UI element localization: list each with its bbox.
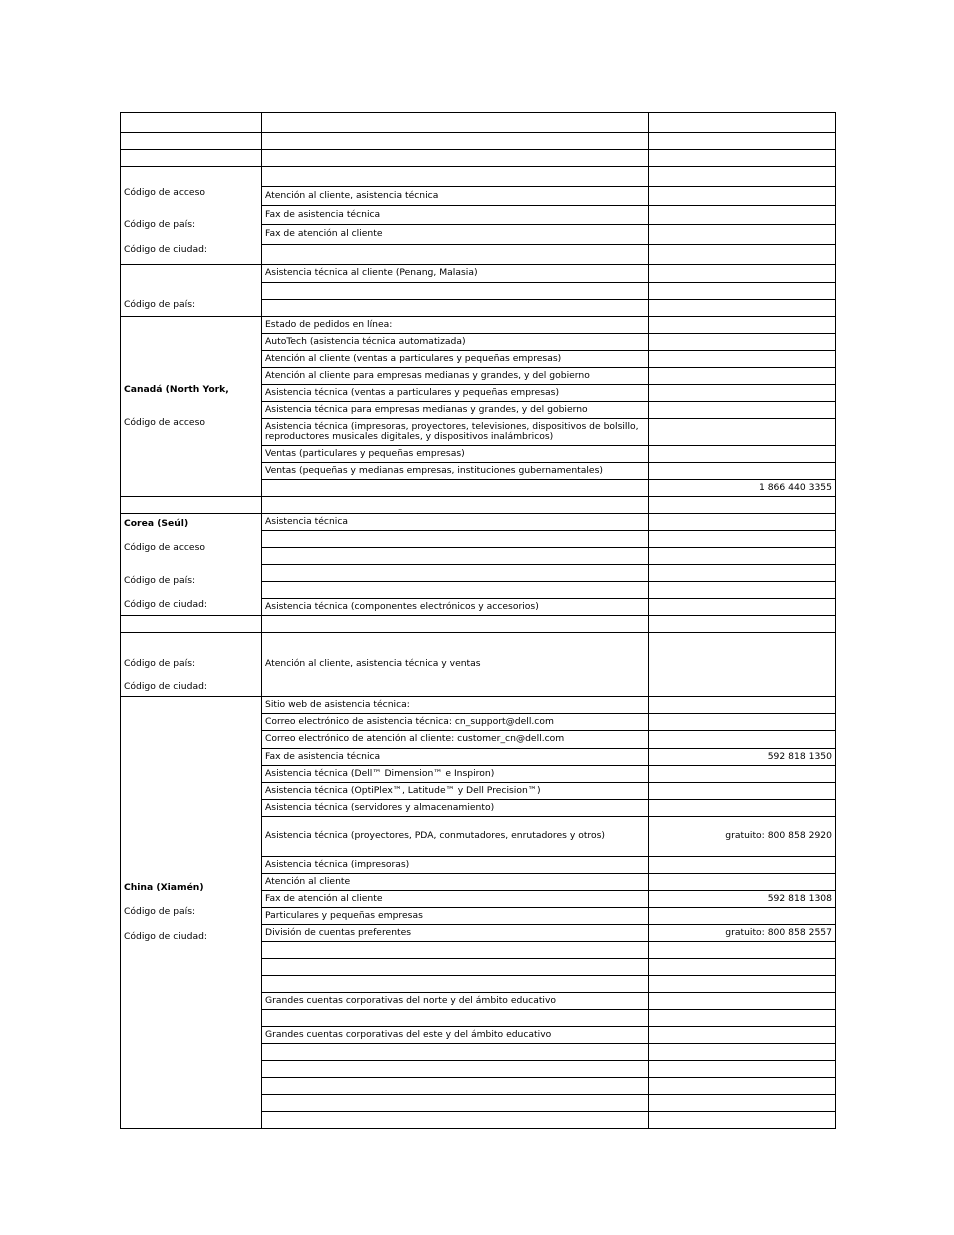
country-cell <box>121 697 262 1129</box>
service-cell <box>262 133 649 150</box>
number-cell <box>649 731 836 749</box>
country-cell <box>121 265 262 317</box>
city-code-label: Código de ciudad: <box>124 680 208 692</box>
access-code-label: Código de acceso <box>124 416 205 428</box>
table-row <box>121 633 836 697</box>
service-cell <box>262 959 649 976</box>
country-name: Canadá (North York, <box>124 384 229 395</box>
table-row <box>121 697 836 714</box>
country-code-label: Código de país: <box>124 906 196 918</box>
service-cell: Sitio web de asistencia técnica: <box>262 697 649 714</box>
service-cell: Correo electrónico de atención al cliente: customer_cn@dell.com <box>262 731 649 749</box>
service-cell: Atención al cliente (ventas a particulares y pequeñas empresas) <box>262 351 649 368</box>
number-cell <box>649 133 836 150</box>
number-cell <box>649 874 836 891</box>
service-cell <box>262 976 649 993</box>
country-cell <box>121 317 262 497</box>
table-row <box>121 113 836 133</box>
service-cell <box>262 942 649 959</box>
service-cell: Asistencia técnica (proyectores, PDA, conmutadores, enrutadores y otros) <box>262 817 649 857</box>
number-cell <box>649 317 836 334</box>
service-cell: Atención al cliente, asistencia técnica y ventas <box>262 633 649 697</box>
city-code-label: Código de ciudad: <box>124 243 208 255</box>
number-cell <box>649 942 836 959</box>
number-cell <box>649 1095 836 1112</box>
service-cell <box>262 582 649 599</box>
number-cell <box>649 514 836 531</box>
number-cell <box>649 334 836 351</box>
number-cell <box>649 283 836 300</box>
service-cell: Asistencia técnica (Dell™ Dimension™ e Inspiron) <box>262 766 649 783</box>
number-cell <box>649 599 836 616</box>
phone-number: gratuito: 800 858 2557 <box>649 925 836 942</box>
service-cell <box>262 548 649 565</box>
country-code-label: Código de país: <box>124 574 196 586</box>
service-cell: Asistencia técnica para empresas medianas y grandes, y del gobierno <box>262 402 649 419</box>
city-code-label: Código de ciudad: <box>124 599 208 610</box>
table-row <box>121 514 836 531</box>
country-cell <box>121 616 262 633</box>
service-cell: Atención al cliente <box>262 874 649 891</box>
number-cell <box>649 548 836 565</box>
service-cell: Fax de asistencia técnica <box>262 206 649 225</box>
service-cell <box>262 497 649 514</box>
number-cell <box>649 783 836 800</box>
country-name: Corea (Seúl) <box>124 517 189 529</box>
service-cell: Ventas (particulares y pequeñas empresas) <box>262 446 649 463</box>
number-cell <box>649 368 836 385</box>
number-cell <box>649 616 836 633</box>
service-cell: Estado de pedidos en línea: <box>262 317 649 334</box>
service-cell: Grandes cuentas corporativas del norte y del ámbito educativo <box>262 993 649 1010</box>
city-code-label: Código de ciudad: <box>124 930 208 942</box>
table-row <box>121 150 836 167</box>
service-cell <box>262 1078 649 1095</box>
number-cell <box>649 265 836 283</box>
number-cell <box>649 1061 836 1078</box>
number-cell <box>649 1027 836 1044</box>
service-cell <box>262 150 649 167</box>
service-cell: Particulares y pequeñas empresas <box>262 908 649 925</box>
service-cell: Grandes cuentas corporativas del este y del ámbito educativo <box>262 1027 649 1044</box>
service-cell <box>262 1095 649 1112</box>
service-cell: Asistencia técnica (impresoras, proyectores, televisiones, dispositivos de bolsillo, reproductores musicales digitales, y dispositivos inalámbricos) <box>262 419 649 446</box>
number-cell <box>649 800 836 817</box>
phone-number: gratuito: 800 858 2920 <box>649 817 836 857</box>
service-cell: Asistencia técnica (OptiPlex™, Latitude™ y Dell Precision™) <box>262 783 649 800</box>
service-cell: Fax de asistencia técnica <box>262 749 649 766</box>
table-row <box>121 167 836 187</box>
table-row <box>121 317 836 334</box>
number-cell <box>649 766 836 783</box>
number-cell <box>649 187 836 206</box>
number-cell <box>649 714 836 731</box>
service-cell <box>262 565 649 582</box>
number-cell <box>649 1078 836 1095</box>
number-cell <box>649 976 836 993</box>
country-cell <box>121 497 262 514</box>
service-cell <box>262 300 649 317</box>
service-cell: Asistencia técnica al cliente (Penang, Malasia) <box>262 265 649 283</box>
number-cell <box>649 206 836 225</box>
number-cell <box>649 633 836 697</box>
service-cell <box>262 1061 649 1078</box>
access-code-label: Código de acceso <box>124 542 205 553</box>
service-cell <box>262 616 649 633</box>
service-cell: Atención al cliente, asistencia técnica <box>262 187 649 206</box>
service-cell: Ventas (pequeñas y medianas empresas, instituciones gubernamentales) <box>262 463 649 480</box>
service-cell: Asistencia técnica (impresoras) <box>262 857 649 874</box>
service-cell: División de cuentas preferentes <box>262 925 649 942</box>
service-cell <box>262 167 649 187</box>
table-row <box>121 133 836 150</box>
table-row <box>121 616 836 633</box>
number-cell <box>649 565 836 582</box>
service-cell: Atención al cliente para empresas medianas y grandes, y del gobierno <box>262 368 649 385</box>
phone-number: 592 818 1350 <box>649 749 836 766</box>
access-code-label: Código de acceso <box>124 186 205 198</box>
country-code-label: Código de país: <box>124 219 196 231</box>
service-cell: Asistencia técnica (servidores y almacenamiento) <box>262 800 649 817</box>
table-row <box>121 497 836 514</box>
number-cell <box>649 1010 836 1027</box>
number-cell <box>649 1112 836 1129</box>
phone-number: 1 866 440 3355 <box>649 480 836 497</box>
country-cell <box>121 150 262 167</box>
number-cell <box>649 959 836 976</box>
number-cell <box>649 582 836 599</box>
number-cell <box>649 857 836 874</box>
service-cell: Asistencia técnica (componentes electrónicos y accesorios) <box>262 599 649 616</box>
service-cell <box>262 1044 649 1061</box>
number-cell <box>649 150 836 167</box>
service-cell <box>262 531 649 548</box>
number-cell <box>649 351 836 368</box>
service-cell: Fax de atención al cliente <box>262 891 649 908</box>
service-cell: Asistencia técnica (ventas a particulares y pequeñas empresas) <box>262 385 649 402</box>
service-cell: Fax de atención al cliente <box>262 225 649 245</box>
contacts-table <box>120 112 836 1129</box>
country-code-label: Código de país: <box>124 298 196 310</box>
number-cell <box>649 245 836 265</box>
number-cell <box>649 385 836 402</box>
service-cell <box>262 283 649 300</box>
number-cell <box>649 113 836 133</box>
service-cell <box>262 1112 649 1129</box>
country-cell <box>121 514 262 616</box>
number-cell <box>649 1044 836 1061</box>
service-cell <box>262 1010 649 1027</box>
number-cell <box>649 993 836 1010</box>
number-cell <box>649 697 836 714</box>
number-cell <box>649 300 836 317</box>
number-cell <box>649 167 836 187</box>
number-cell <box>649 402 836 419</box>
number-cell <box>649 419 836 446</box>
number-cell <box>649 497 836 514</box>
country-cell <box>121 633 262 697</box>
number-cell <box>649 531 836 548</box>
country-cell <box>121 167 262 265</box>
service-cell <box>262 113 649 133</box>
number-cell <box>649 446 836 463</box>
country-cell <box>121 133 262 150</box>
phone-number: 592 818 1308 <box>649 891 836 908</box>
contacts-table-wrapper <box>120 112 835 1116</box>
number-cell <box>649 225 836 245</box>
table-row <box>121 265 836 283</box>
service-cell: Correo electrónico de asistencia técnica: cn_support@dell.com <box>262 714 649 731</box>
number-cell <box>649 908 836 925</box>
service-cell <box>262 480 649 497</box>
number-cell <box>649 463 836 480</box>
service-cell: Asistencia técnica <box>262 514 649 531</box>
country-code-label: Código de país: <box>124 658 196 669</box>
service-cell <box>262 245 649 265</box>
country-cell <box>121 113 262 133</box>
service-cell: AutoTech (asistencia técnica automatizada) <box>262 334 649 351</box>
country-name: China (Xiamén) <box>124 881 204 893</box>
